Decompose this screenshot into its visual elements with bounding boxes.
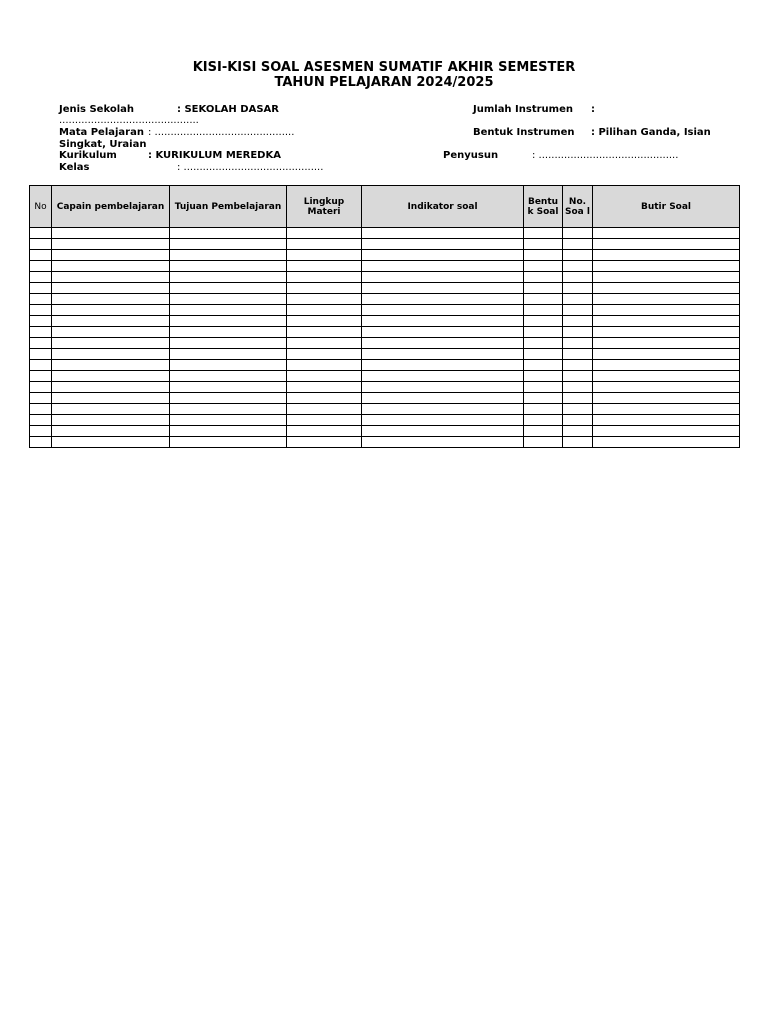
table-cell	[593, 239, 740, 250]
table-cell	[287, 327, 362, 338]
table-row	[30, 371, 740, 382]
table-cell	[362, 404, 524, 415]
table-row	[30, 261, 740, 272]
table-cell	[563, 261, 593, 272]
header-no: No	[30, 186, 52, 228]
table-cell	[563, 437, 593, 448]
table-cell	[52, 261, 170, 272]
table-cell	[524, 349, 563, 360]
kelas-value: : ............................................	[177, 162, 324, 173]
table-row	[30, 250, 740, 261]
table-cell	[563, 316, 593, 327]
table-cell	[362, 371, 524, 382]
jumlah-instrumen-colon: :	[591, 104, 595, 115]
table-cell	[287, 426, 362, 437]
table-cell	[593, 272, 740, 283]
kisi-kisi-table	[29, 185, 740, 448]
table-cell	[563, 327, 593, 338]
header-no-soal: No. Soa l	[563, 186, 593, 228]
table-cell	[287, 415, 362, 426]
table-cell	[52, 250, 170, 261]
table-cell	[362, 272, 524, 283]
header-lingkup-materi: Lingkup Materi	[287, 186, 362, 228]
table-cell	[362, 239, 524, 250]
table-cell	[170, 382, 287, 393]
table-cell	[593, 404, 740, 415]
table-cell	[362, 415, 524, 426]
table-cell	[170, 305, 287, 316]
table-cell	[362, 338, 524, 349]
table-cell	[287, 393, 362, 404]
table-cell	[524, 437, 563, 448]
table-cell	[593, 437, 740, 448]
table-cell	[30, 294, 52, 305]
table-cell	[30, 382, 52, 393]
table-cell	[593, 250, 740, 261]
table-cell	[30, 404, 52, 415]
document-subtitle: TAHUN PELAJARAN 2024/2025	[274, 75, 494, 90]
table-cell	[287, 371, 362, 382]
table-row	[30, 382, 740, 393]
table-cell	[362, 327, 524, 338]
table-row	[30, 327, 740, 338]
table-cell	[287, 228, 362, 239]
table-cell	[524, 415, 563, 426]
table-row	[30, 349, 740, 360]
table-cell	[52, 316, 170, 327]
table-cell	[287, 404, 362, 415]
table-cell	[362, 382, 524, 393]
table-cell	[30, 393, 52, 404]
table-cell	[170, 228, 287, 239]
table-cell	[593, 327, 740, 338]
penyusun-label: Penyusun	[443, 150, 499, 161]
jenis-sekolah-label: Jenis Sekolah	[59, 104, 135, 115]
table-cell	[170, 261, 287, 272]
table-row	[30, 338, 740, 349]
table-cell	[170, 338, 287, 349]
table-cell	[524, 393, 563, 404]
table-cell	[52, 349, 170, 360]
table-cell	[52, 228, 170, 239]
table-cell	[52, 305, 170, 316]
header-bentuk-soal: Bentu k Soal	[524, 186, 563, 228]
table-cell	[287, 272, 362, 283]
table-cell	[52, 283, 170, 294]
table-cell	[170, 415, 287, 426]
table-cell	[524, 261, 563, 272]
table-cell	[170, 250, 287, 261]
table-cell	[170, 294, 287, 305]
table-cell	[287, 239, 362, 250]
table-cell	[563, 294, 593, 305]
table-cell	[593, 349, 740, 360]
table-row	[30, 239, 740, 250]
table-cell	[524, 239, 563, 250]
table-cell	[563, 426, 593, 437]
table-cell	[524, 294, 563, 305]
table-cell	[563, 338, 593, 349]
table-row	[30, 294, 740, 305]
table-cell	[30, 371, 52, 382]
table-cell	[30, 250, 52, 261]
table-cell	[52, 426, 170, 437]
table-cell	[593, 261, 740, 272]
table-cell	[362, 316, 524, 327]
table-cell	[30, 272, 52, 283]
table-cell	[362, 393, 524, 404]
table-cell	[287, 294, 362, 305]
table-row	[30, 393, 740, 404]
table-cell	[30, 349, 52, 360]
table-cell	[563, 349, 593, 360]
table-cell	[287, 437, 362, 448]
table-cell	[563, 404, 593, 415]
table-cell	[30, 228, 52, 239]
mata-pelajaran-label: Mata Pelajaran	[59, 127, 144, 138]
table-cell	[563, 371, 593, 382]
table-cell	[362, 437, 524, 448]
table-cell	[52, 415, 170, 426]
table-row	[30, 305, 740, 316]
table-cell	[30, 316, 52, 327]
table-row	[30, 316, 740, 327]
table-cell	[52, 360, 170, 371]
table-cell	[362, 283, 524, 294]
table-cell	[170, 371, 287, 382]
table-cell	[287, 349, 362, 360]
table-row	[30, 415, 740, 426]
jumlah-instrumen-label: Jumlah Instrumen	[473, 104, 573, 115]
table-cell	[563, 382, 593, 393]
table-cell	[524, 382, 563, 393]
table-cell	[593, 338, 740, 349]
table-cell	[563, 239, 593, 250]
table-cell	[170, 316, 287, 327]
bentuk-instrumen-continuation: Singkat, Uraian	[59, 139, 147, 150]
table-cell	[170, 239, 287, 250]
table-cell	[52, 404, 170, 415]
table-cell	[287, 305, 362, 316]
table-cell	[524, 327, 563, 338]
table-body	[30, 228, 740, 448]
table-cell	[362, 250, 524, 261]
table-cell	[593, 371, 740, 382]
table-cell	[30, 360, 52, 371]
table-cell	[563, 283, 593, 294]
table-row	[30, 404, 740, 415]
table-cell	[52, 393, 170, 404]
table-cell	[287, 338, 362, 349]
table-cell	[524, 283, 563, 294]
table-cell	[287, 283, 362, 294]
table-cell	[524, 404, 563, 415]
table-cell	[593, 426, 740, 437]
table-cell	[30, 239, 52, 250]
penyusun-value: : ............................................	[532, 150, 679, 161]
table-cell	[563, 415, 593, 426]
table-cell	[524, 305, 563, 316]
table-cell	[52, 294, 170, 305]
header-indikator-soal: Indikator soal	[362, 186, 524, 228]
table-cell	[287, 261, 362, 272]
table-cell	[563, 250, 593, 261]
mata-pelajaran-value: : ............................................	[148, 127, 295, 138]
table-row	[30, 426, 740, 437]
table-cell	[563, 360, 593, 371]
bentuk-instrumen-value: : Pilihan Ganda, Isian	[591, 127, 711, 138]
table-cell	[52, 382, 170, 393]
table-row	[30, 272, 740, 283]
table-cell	[362, 360, 524, 371]
table-cell	[524, 360, 563, 371]
bentuk-instrumen-label: Bentuk Instrumen	[473, 127, 575, 138]
table-cell	[170, 393, 287, 404]
table-cell	[52, 437, 170, 448]
table-cell	[362, 305, 524, 316]
table-cell	[170, 426, 287, 437]
table-cell	[52, 272, 170, 283]
table-cell	[52, 239, 170, 250]
table-cell	[170, 272, 287, 283]
table-cell	[524, 228, 563, 239]
table-cell	[593, 360, 740, 371]
table-cell	[593, 228, 740, 239]
table-row	[30, 360, 740, 371]
table-cell	[524, 316, 563, 327]
header-tujuan-pembelajaran: Tujuan Pembelajaran	[170, 186, 287, 228]
table-cell	[563, 305, 593, 316]
table-cell	[593, 393, 740, 404]
table-cell	[170, 349, 287, 360]
table-row	[30, 283, 740, 294]
table-cell	[52, 371, 170, 382]
table-cell	[287, 316, 362, 327]
table-cell	[30, 261, 52, 272]
table-cell	[593, 305, 740, 316]
table-cell	[30, 327, 52, 338]
table-cell	[524, 371, 563, 382]
table-cell	[287, 250, 362, 261]
header-butir-soal: Butir Soal	[593, 186, 740, 228]
table-cell	[52, 338, 170, 349]
table-cell	[362, 294, 524, 305]
table-cell	[30, 437, 52, 448]
table-cell	[593, 283, 740, 294]
table-cell	[30, 426, 52, 437]
table-cell	[287, 360, 362, 371]
table-cell	[170, 404, 287, 415]
table-cell	[170, 437, 287, 448]
table-cell	[287, 382, 362, 393]
table-cell	[563, 272, 593, 283]
table-cell	[30, 338, 52, 349]
table-cell	[170, 360, 287, 371]
table-cell	[593, 294, 740, 305]
table-cell	[563, 228, 593, 239]
table-cell	[362, 426, 524, 437]
table-cell	[524, 272, 563, 283]
table-row	[30, 437, 740, 448]
table-row	[30, 228, 740, 239]
header-capain-pembelajaran: Capain pembelajaran	[52, 186, 170, 228]
kelas-label: Kelas	[59, 162, 90, 173]
table-cell	[524, 338, 563, 349]
document-title: KISI-KISI SOAL ASESMEN SUMATIF AKHIR SEMESTER	[192, 60, 576, 75]
table-cell	[593, 415, 740, 426]
table-cell	[524, 426, 563, 437]
table-cell	[593, 382, 740, 393]
kurikulum-label: Kurikulum	[59, 150, 117, 161]
table-cell	[30, 283, 52, 294]
table-cell	[563, 393, 593, 404]
jumlah-instrumen-dots: ............................................	[59, 115, 199, 126]
table-cell	[30, 415, 52, 426]
table-cell	[30, 305, 52, 316]
table-header-row	[30, 186, 740, 228]
table-cell	[362, 349, 524, 360]
table-cell	[524, 250, 563, 261]
table-cell	[170, 283, 287, 294]
table-cell	[362, 261, 524, 272]
jenis-sekolah-value: : SEKOLAH DASAR	[177, 104, 279, 115]
table-cell	[593, 316, 740, 327]
table-cell	[170, 327, 287, 338]
table-cell	[362, 228, 524, 239]
kurikulum-value: : KURIKULUM MEREDKA	[148, 150, 281, 161]
table-cell	[52, 327, 170, 338]
